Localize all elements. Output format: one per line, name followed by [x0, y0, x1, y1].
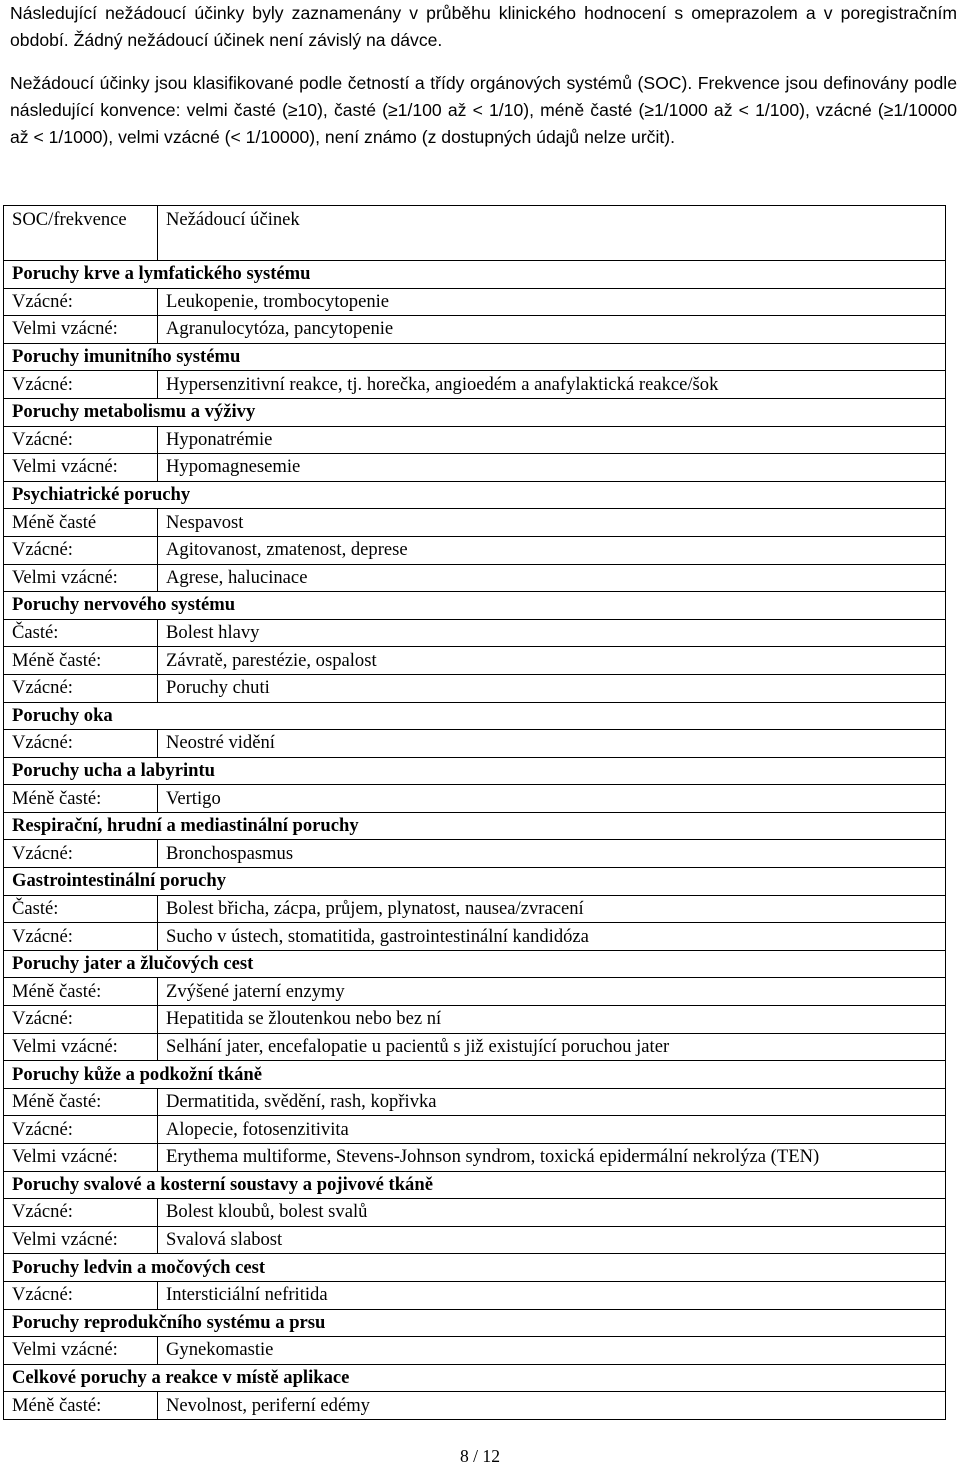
table-row	[4, 1226, 946, 1254]
table-row	[4, 1144, 946, 1172]
soc-category-label: Poruchy oka	[4, 702, 946, 730]
soc-category-row	[4, 1171, 946, 1199]
adverse-effect-cell: Hyponatrémie	[158, 426, 946, 454]
soc-category-row	[4, 343, 946, 371]
soc-category-row	[4, 812, 946, 840]
adverse-effect-cell: Hepatitida se žloutenkou nebo bez ní	[158, 1006, 946, 1034]
adverse-effect-cell: Svalová slabost	[158, 1226, 946, 1254]
frequency-cell: Méně časté:	[4, 978, 158, 1006]
adverse-effect-cell: Erythema multiforme, Stevens-Johnson syndrom, toxická epidermální nekrolýza (TEN)	[158, 1144, 946, 1172]
soc-category-label: Poruchy ledvin a močových cest	[4, 1254, 946, 1282]
adverse-effects-table	[3, 205, 946, 1420]
adverse-effect-cell: Nespavost	[158, 509, 946, 537]
frequency-cell: Vzácné:	[4, 1006, 158, 1034]
soc-category-row	[4, 1061, 946, 1089]
adverse-effect-cell: Neostré vidění	[158, 730, 946, 758]
soc-category-row	[4, 702, 946, 730]
frequency-cell: Vzácné:	[4, 840, 158, 868]
soc-category-label: Celkové poruchy a reakce v místě aplikace	[4, 1364, 946, 1392]
adverse-effect-cell: Alopecie, fotosenzitivita	[158, 1116, 946, 1144]
frequency-cell: Méně časté:	[4, 647, 158, 675]
soc-category-label: Poruchy metabolismu a výživy	[4, 398, 946, 426]
adverse-effects-table-body	[4, 206, 946, 1420]
adverse-effect-cell: Agitovanost, zmatenost, deprese	[158, 536, 946, 564]
table-row	[4, 316, 946, 344]
table-row	[4, 564, 946, 592]
frequency-cell: Méně časté	[4, 509, 158, 537]
frequency-cell: Vzácné:	[4, 536, 158, 564]
frequency-cell: Vzácné:	[4, 288, 158, 316]
table-row	[4, 674, 946, 702]
table-row	[4, 923, 946, 951]
table-row	[4, 509, 946, 537]
frequency-cell: Velmi vzácné:	[4, 454, 158, 482]
adverse-effect-cell: Intersticiální nefritida	[158, 1281, 946, 1309]
frequency-cell: Časté:	[4, 619, 158, 647]
soc-category-row	[4, 592, 946, 620]
table-row	[4, 1281, 946, 1309]
adverse-effect-cell: Agrese, halucinace	[158, 564, 946, 592]
soc-category-label: Poruchy kůže a podkožní tkáně	[4, 1061, 946, 1089]
frequency-cell: Velmi vzácné:	[4, 1033, 158, 1061]
soc-category-label: Psychiatrické poruchy	[4, 481, 946, 509]
frequency-cell: Vzácné:	[4, 674, 158, 702]
adverse-effect-cell: Bolest kloubů, bolest svalů	[158, 1199, 946, 1227]
soc-category-row	[4, 950, 946, 978]
frequency-cell: Vzácné:	[4, 923, 158, 951]
soc-category-label: Poruchy svalové a kosterní soustavy a pojivové tkáně	[4, 1171, 946, 1199]
soc-category-label: Poruchy reprodukčního systému a prsu	[4, 1309, 946, 1337]
adverse-effect-cell: Vertigo	[158, 785, 946, 813]
table-row	[4, 978, 946, 1006]
intro-paragraph-2: Nežádoucí účinky jsou klasifikované podle četností a třídy orgánových systémů (SOC). Frekvence jsou definovány podle následující konvence: velmi časté (≥10), časté (≥1/100 až < 1/10), méně časté (≥1/1000 až < 1/100), vzácné (≥1/10000 až < 1/1000), velmi vzácné (< 1/10000), není známo (z dostupných údajů nelze určit).	[10, 73, 957, 147]
table-row	[4, 730, 946, 758]
page-number: 8 / 12	[459, 1446, 501, 1466]
soc-category-row	[4, 398, 946, 426]
table-row	[4, 895, 946, 923]
adverse-effect-cell: Nevolnost, periferní edémy	[158, 1392, 946, 1420]
soc-category-row	[4, 1364, 946, 1392]
table-row	[4, 619, 946, 647]
table-row	[4, 536, 946, 564]
frequency-cell: Vzácné:	[4, 371, 158, 399]
soc-category-label: Poruchy ucha a labyrintu	[4, 757, 946, 785]
soc-category-label: Poruchy jater a žlučových cest	[4, 950, 946, 978]
soc-category-row	[4, 757, 946, 785]
table-row	[4, 647, 946, 675]
frequency-cell: Velmi vzácné:	[4, 316, 158, 344]
frequency-cell: Velmi vzácné:	[4, 1226, 158, 1254]
frequency-cell: Velmi vzácné:	[4, 564, 158, 592]
table-row	[4, 1088, 946, 1116]
table-row	[4, 840, 946, 868]
adverse-effect-cell: Bolest břicha, zácpa, průjem, plynatost, nausea/zvracení	[158, 895, 946, 923]
adverse-effect-cell: Sucho v ústech, stomatitida, gastrointestinální kandidóza	[158, 923, 946, 951]
adverse-effect-cell: Hypomagnesemie	[158, 454, 946, 482]
table-row	[4, 1033, 946, 1061]
table-row	[4, 288, 946, 316]
table-header-row	[4, 206, 946, 261]
adverse-effect-cell: Zvýšené jaterní enzymy	[158, 978, 946, 1006]
adverse-effect-cell: Gynekomastie	[158, 1337, 946, 1365]
table-row	[4, 454, 946, 482]
soc-category-label: Poruchy imunitního systému	[4, 343, 946, 371]
table-row	[4, 1006, 946, 1034]
adverse-effect-cell: Bronchospasmus	[158, 840, 946, 868]
adverse-effect-cell: Leukopenie, trombocytopenie	[158, 288, 946, 316]
frequency-cell: Méně časté:	[4, 1392, 158, 1420]
frequency-cell: Vzácné:	[4, 1116, 158, 1144]
header-adverse-effect: Nežádoucí účinek	[158, 206, 946, 261]
frequency-cell: Vzácné:	[4, 1281, 158, 1309]
frequency-cell: Vzácné:	[4, 1199, 158, 1227]
intro-paragraph-1: Následující nežádoucí účinky byly zaznamenány v průběhu klinického hodnocení s omeprazolem a v poregistračním období. Žádný nežádoucí účinek není závislý na dávce.	[10, 3, 957, 50]
soc-category-label: Poruchy nervového systému	[4, 592, 946, 620]
table-row	[4, 1199, 946, 1227]
table-row	[4, 371, 946, 399]
frequency-cell: Velmi vzácné:	[4, 1144, 158, 1172]
soc-category-label: Poruchy krve a lymfatického systému	[4, 261, 946, 289]
soc-category-row	[4, 868, 946, 896]
soc-category-label: Respirační, hrudní a mediastinální poruchy	[4, 812, 946, 840]
adverse-effect-cell: Agranulocytóza, pancytopenie	[158, 316, 946, 344]
soc-category-row	[4, 481, 946, 509]
table-row	[4, 785, 946, 813]
table-row	[4, 1392, 946, 1420]
soc-category-row	[4, 1309, 946, 1337]
adverse-effect-cell: Závratě, parestézie, ospalost	[158, 647, 946, 675]
soc-category-row	[4, 1254, 946, 1282]
frequency-cell: Méně časté:	[4, 785, 158, 813]
adverse-effect-cell: Hypersenzitivní reakce, tj. horečka, angioedém a anafylaktická reakce/šok	[158, 371, 946, 399]
frequency-cell: Méně časté:	[4, 1088, 158, 1116]
soc-category-label: Gastrointestinální poruchy	[4, 868, 946, 896]
frequency-cell: Vzácné:	[4, 426, 158, 454]
frequency-cell: Vzácné:	[4, 730, 158, 758]
adverse-effect-cell: Selhání jater, encefalopatie u pacientů s již existující poruchou jater	[158, 1033, 946, 1061]
adverse-effect-cell: Bolest hlavy	[158, 619, 946, 647]
adverse-effect-cell: Poruchy chuti	[158, 674, 946, 702]
frequency-cell: Časté:	[4, 895, 158, 923]
table-row	[4, 1337, 946, 1365]
frequency-cell: Velmi vzácné:	[4, 1337, 158, 1365]
header-soc-frequency: SOC/frekvence	[4, 206, 158, 261]
table-row	[4, 426, 946, 454]
table-row	[4, 1116, 946, 1144]
soc-category-row	[4, 261, 946, 289]
adverse-effect-cell: Dermatitida, svědění, rash, kopřivka	[158, 1088, 946, 1116]
